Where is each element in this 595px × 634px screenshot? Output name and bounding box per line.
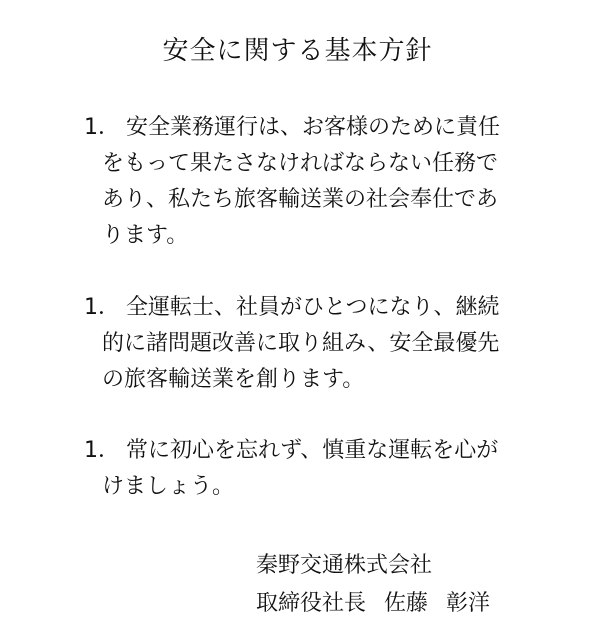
- article-line: ります。: [102, 223, 189, 248]
- policy-article-1: [84, 110, 524, 254]
- article-line: 安全業務運行は、お客様のために責任: [126, 115, 501, 140]
- policy-article-3: [84, 433, 524, 505]
- article-line: あり、私たち旅客輸送業の社会奉仕であ: [102, 187, 499, 212]
- article-number: 1．: [84, 295, 120, 320]
- signature-given-name: 彰洋: [446, 591, 491, 616]
- signature-name-line: [256, 586, 490, 622]
- document-title: 安全に関する基本方針: [162, 36, 433, 66]
- article-line: 的に諸問題改善に取り組み、安全最優先: [102, 331, 500, 356]
- article-number: 1．: [84, 438, 120, 463]
- article-line: の旅客輸送業を創ります。: [102, 367, 365, 392]
- article-line: けましょう。: [102, 474, 235, 499]
- signature-position: 取締役社長: [256, 591, 367, 616]
- policy-article-2: [84, 290, 524, 398]
- signature-company: 秦野交通株式会社: [256, 553, 433, 578]
- article-line: 常に初心を忘れず、慎重な運転を心が: [126, 438, 499, 463]
- article-line: 全運転士、社員がひとつになり、継続: [126, 295, 500, 320]
- article-line: をもって果たさなければならない任務で: [102, 151, 499, 176]
- article-number: 1．: [84, 115, 120, 140]
- signature-family-name: 佐藤: [384, 591, 429, 616]
